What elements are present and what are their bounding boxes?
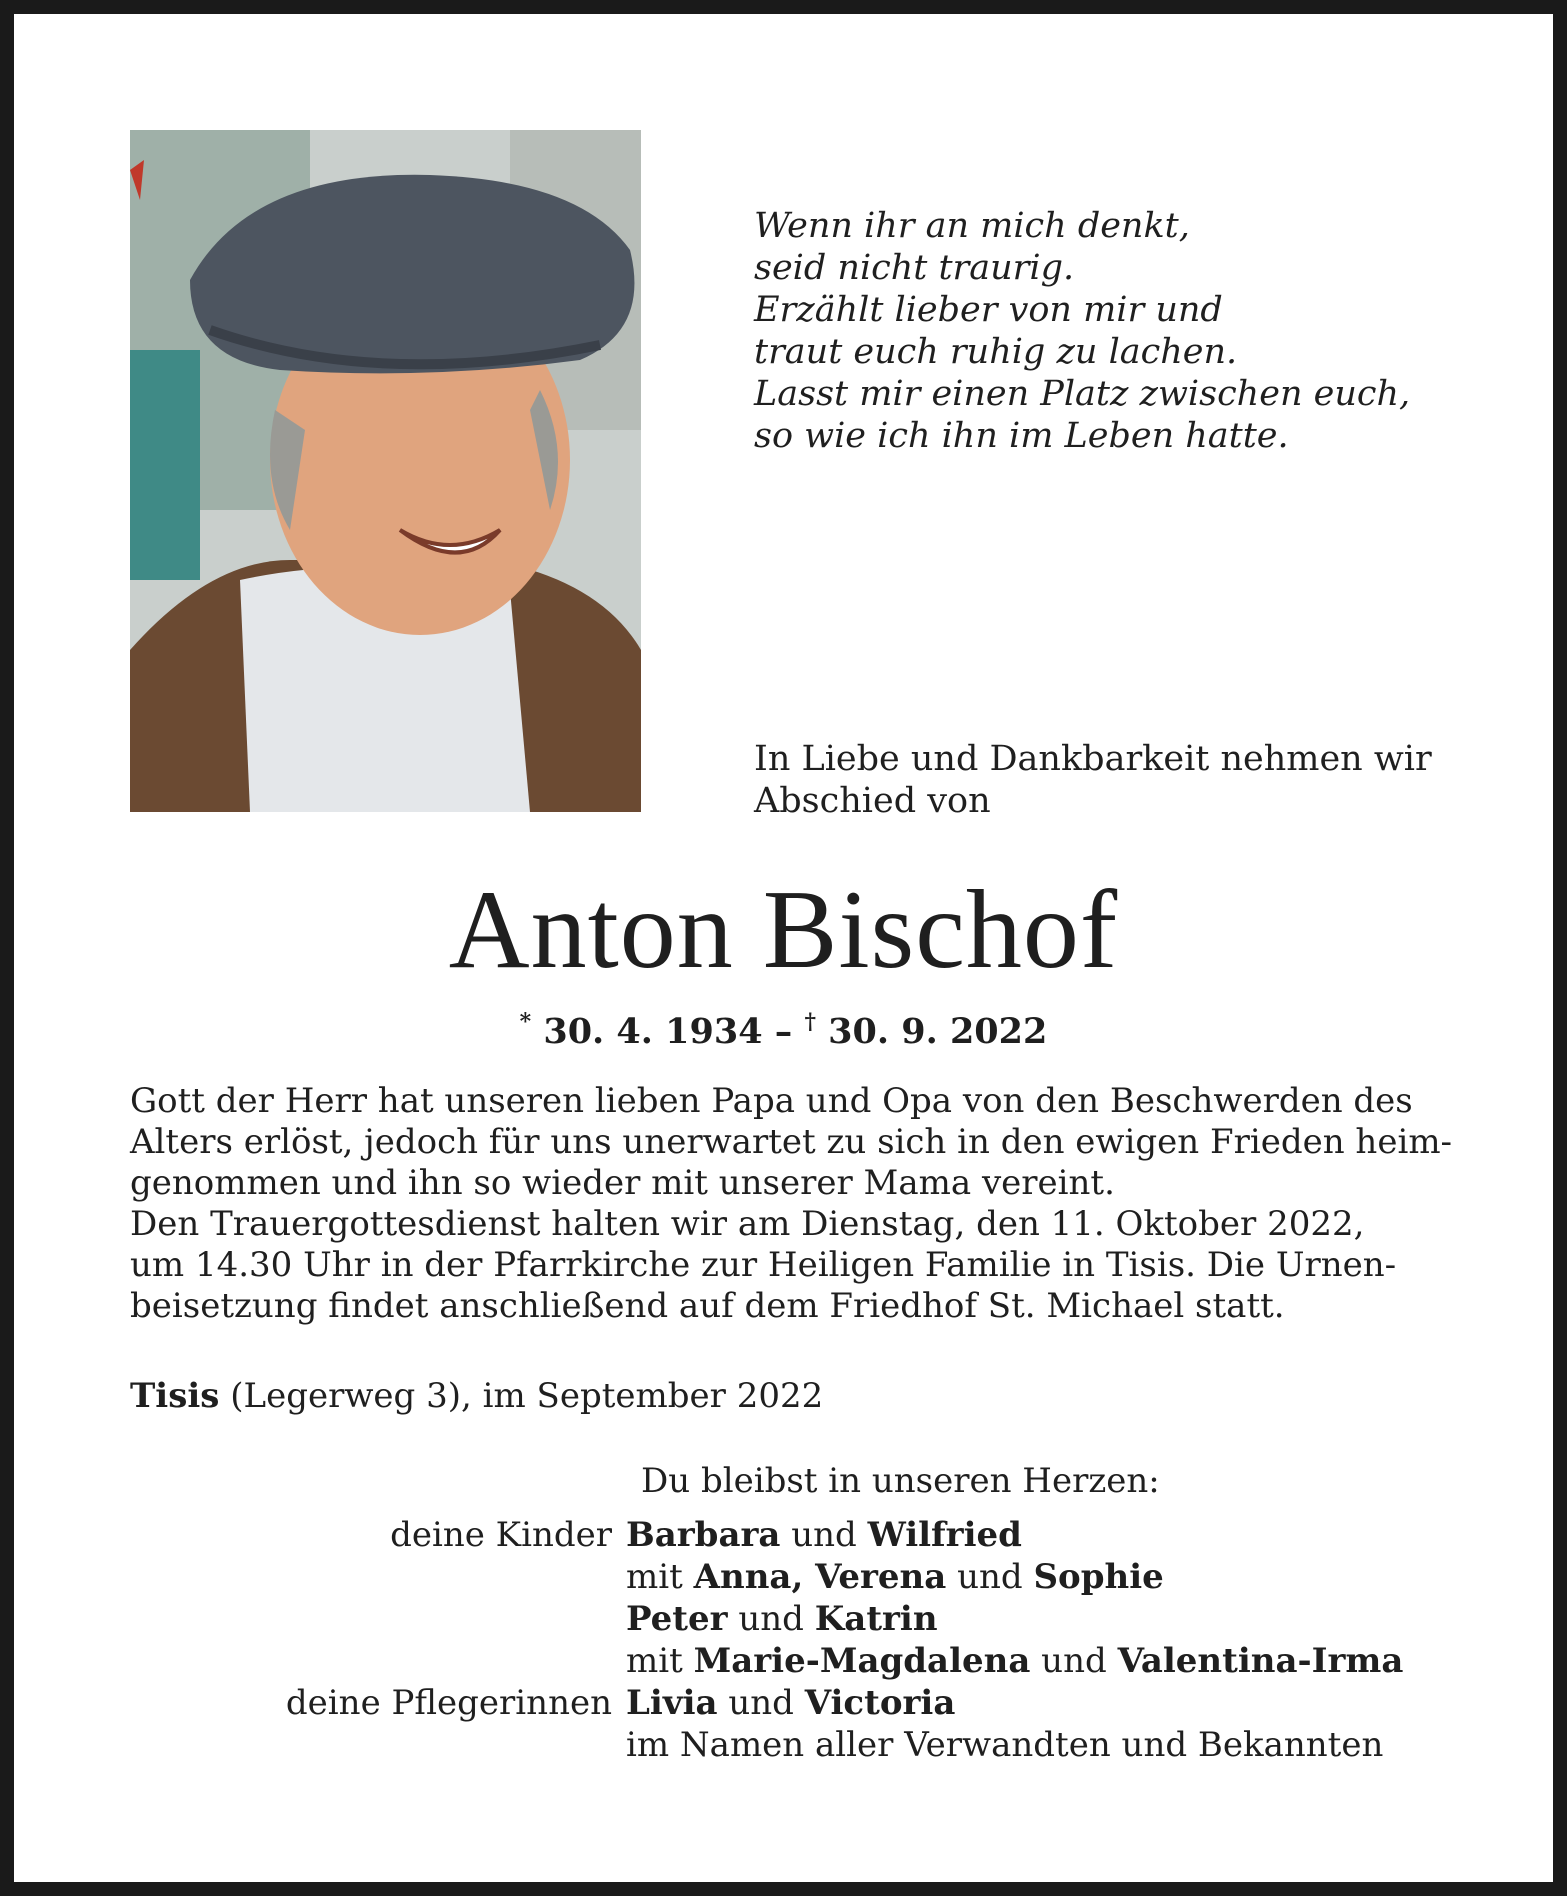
family-names bbox=[626, 1514, 1022, 1556]
family-row bbox=[250, 1598, 1500, 1640]
date-dash: – bbox=[774, 1011, 793, 1052]
place-rest: (Legerweg 3), im September 2022 bbox=[219, 1376, 824, 1416]
family-names bbox=[626, 1682, 955, 1724]
relation-label: deine Pflegerinnen bbox=[285, 1683, 612, 1723]
poem-line: Erzählt lieber von mir und bbox=[754, 290, 1223, 330]
death-mark: † bbox=[804, 1009, 816, 1035]
portrait-illustration bbox=[130, 130, 641, 812]
death-date: 30. 9. 2022 bbox=[828, 1011, 1048, 1052]
place-and-date bbox=[130, 1375, 823, 1417]
family-name: Peter bbox=[626, 1599, 728, 1639]
family-names bbox=[626, 1556, 1164, 1598]
portrait-photo bbox=[130, 130, 641, 812]
family-name: Anna, Verena bbox=[693, 1557, 947, 1597]
birth-mark: * bbox=[519, 1009, 532, 1035]
family-name: Wilfried bbox=[867, 1515, 1022, 1555]
family-names bbox=[626, 1640, 1403, 1682]
text-line: um 14.30 Uhr in der Pfarrkirche zur Heiligen Familie in Tisis. Die Urnen- bbox=[130, 1245, 1397, 1285]
conjunction: und bbox=[727, 1599, 815, 1639]
intro-line: Abschied von bbox=[754, 781, 991, 821]
family-name: Barbara bbox=[626, 1515, 781, 1555]
family-row bbox=[250, 1556, 1500, 1598]
family-row bbox=[250, 1724, 1500, 1766]
family-name: Marie-Magdalena bbox=[693, 1641, 1031, 1681]
family-name: Katrin bbox=[814, 1599, 938, 1639]
text-line: Den Trauergottesdienst halten wir am Dienstag, den 11. Oktober 2022, bbox=[130, 1204, 1365, 1244]
family-names bbox=[626, 1598, 938, 1640]
life-dates bbox=[0, 1000, 1567, 1054]
text-line: genommen und ihn so wieder mit unserer Mama vereint. bbox=[130, 1163, 1115, 1203]
farewell-intro bbox=[754, 738, 1454, 822]
family-row bbox=[250, 1682, 1500, 1724]
conjunction: und bbox=[1030, 1641, 1118, 1681]
poem-line: so wie ich ihn im Leben hatte. bbox=[754, 416, 1289, 456]
conjunction: mit bbox=[626, 1641, 694, 1681]
text-line: Gott der Herr hat unseren lieben Papa und Opa von den Beschwerden des bbox=[130, 1081, 1413, 1121]
family-row bbox=[250, 1640, 1500, 1682]
conjunction: mit bbox=[626, 1557, 694, 1597]
relation-label: deine Kinder bbox=[390, 1515, 612, 1555]
poem bbox=[754, 205, 1474, 457]
poem-line: Lasst mir einen Platz zwischen euch, bbox=[754, 374, 1411, 414]
deceased-name: Anton Bischof bbox=[448, 868, 1119, 992]
family-list bbox=[250, 1514, 1500, 1766]
family-name: Victoria bbox=[804, 1683, 956, 1723]
family-name: Valentina-Irma bbox=[1117, 1641, 1404, 1681]
poem-line: Wenn ihr an mich denkt, bbox=[754, 206, 1190, 246]
closing-line: im Namen aller Verwandten und Bekannten bbox=[626, 1725, 1384, 1765]
family-name: Sophie bbox=[1033, 1557, 1164, 1597]
intro-line: In Liebe und Dankbarkeit nehmen wir bbox=[754, 739, 1432, 779]
conjunction: und bbox=[780, 1515, 868, 1555]
announcement-text bbox=[130, 1081, 1453, 1327]
birth-date: 30. 4. 1934 bbox=[543, 1011, 763, 1052]
poem-line: traut euch ruhig zu lachen. bbox=[754, 332, 1238, 372]
conjunction: und bbox=[946, 1557, 1034, 1597]
place-town: Tisis bbox=[130, 1376, 220, 1416]
text-line: beisetzung findet anschließend auf dem Friedhof St. Michael statt. bbox=[130, 1286, 1285, 1326]
family-name: Livia bbox=[626, 1683, 718, 1723]
poem-line: seid nicht traurig. bbox=[754, 248, 1075, 288]
conjunction: und bbox=[717, 1683, 805, 1723]
family-heading: Du bleibst in unseren Herzen: bbox=[641, 1461, 1160, 1501]
text-line: Alters erlöst, jedoch für uns unerwartet zu sich in den ewigen Frieden heim- bbox=[130, 1122, 1453, 1162]
family-row bbox=[250, 1514, 1500, 1556]
